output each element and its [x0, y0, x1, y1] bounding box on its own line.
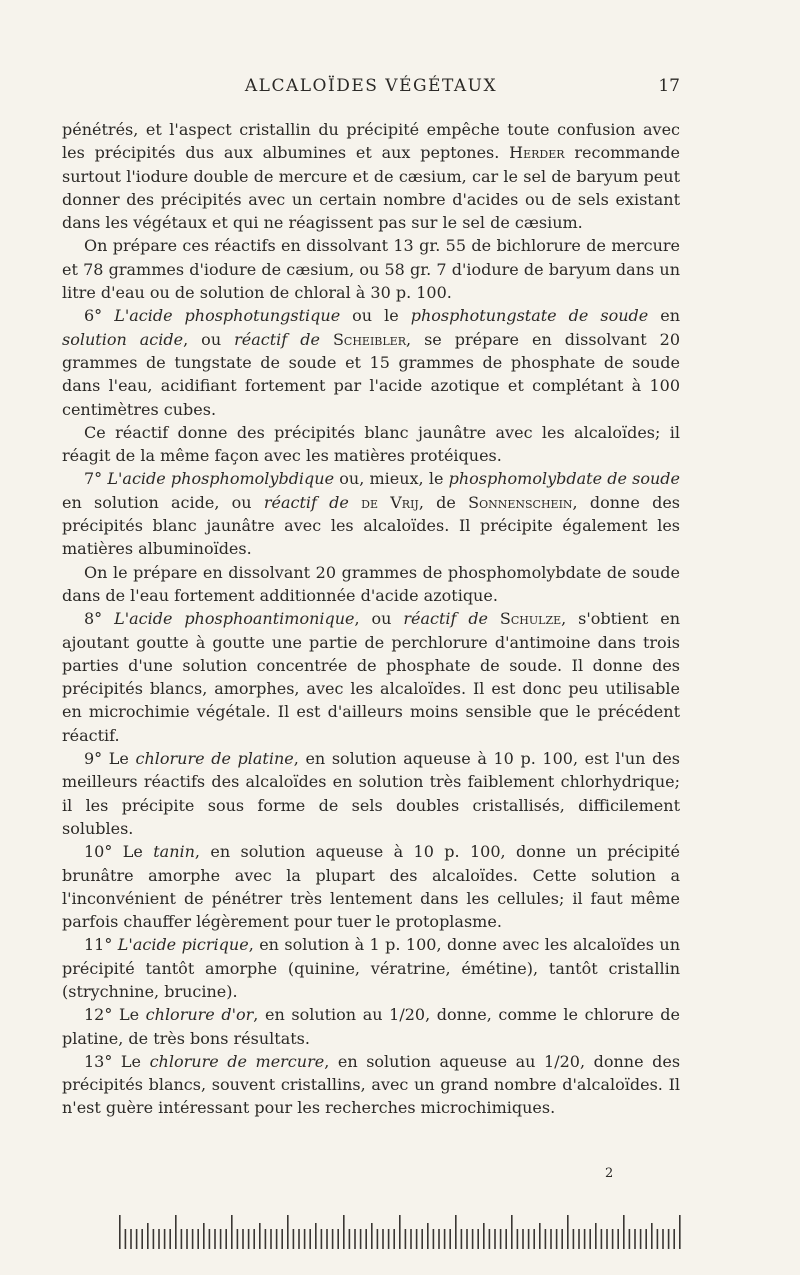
ruler-tick — [522, 1229, 524, 1249]
text-run: On prépare ces réactifs en dissolvant 13 gr. 55 de bichlorure de mercure et 78 grammes d'iodure de cæsium, ou 58 gr. 7 d'iodure de baryum dans un litre d'eau ou de solution de chloral à 30 p. 100. — [62, 236, 680, 303]
ruler-tick — [438, 1229, 440, 1249]
text-run: , en solution aqueuse au 1/20, donne des précipités blancs, souvent cristallins, avec un grand nombre d'alcaloïdes. Il n'est guère intéressant pour les recherches microchimiques. — [62, 1051, 681, 1118]
ruler-tick — [153, 1229, 155, 1249]
text-run: , en solution aqueuse à 10 p. 100, est l'un des meilleurs réactifs des alcaloïdes en solution très faiblement chlorhydrique; il les précipite sous forme de sels doubles cristallisés, difficilement solubles. — [62, 749, 681, 838]
ruler-tick — [617, 1229, 619, 1249]
ruler-tick — [181, 1229, 183, 1249]
italic-term: phosphotungstate de soude — [410, 306, 649, 326]
ruler-tick — [197, 1229, 199, 1249]
ruler-tick — [477, 1229, 479, 1249]
text-run: 6° — [84, 306, 115, 326]
ruler-tick — [539, 1223, 541, 1249]
text-run: 13° Le — [84, 1051, 150, 1071]
ruler-tick — [203, 1223, 205, 1249]
text-run: 12° Le — [84, 1005, 146, 1025]
ruler-tick — [494, 1229, 496, 1249]
paragraph — [62, 1003, 680, 1050]
ruler-tick — [225, 1229, 227, 1249]
ruler-tick — [209, 1229, 211, 1249]
ruler-tick — [427, 1223, 429, 1249]
text-run: pénétrés, et l'aspect cristallin du précipité empêche toute confusion avec les précipités dus aux albumines et aux peptones. — [62, 120, 680, 163]
ruler-tick — [337, 1229, 339, 1249]
italic-term: solution acide — [62, 329, 184, 349]
paragraph — [62, 304, 680, 420]
ruler-tick — [500, 1229, 502, 1249]
ruler-tick — [192, 1229, 194, 1249]
ruler-tick — [657, 1229, 659, 1249]
ruler-tick — [393, 1229, 395, 1249]
ruler-tick — [528, 1229, 530, 1249]
ruler-tick — [265, 1229, 267, 1249]
ruler-tick — [326, 1229, 328, 1249]
ruler-tick — [483, 1223, 485, 1249]
ruler-tick — [444, 1229, 446, 1249]
italic-term: phosphomolybdate de soude — [448, 469, 680, 489]
ruler-tick — [645, 1229, 647, 1249]
ruler-tick — [349, 1229, 351, 1249]
ruler-tick — [147, 1223, 149, 1249]
text-run: 7° — [84, 469, 108, 489]
ruler-tick — [461, 1229, 463, 1249]
author-name: Sonnenschein — [468, 492, 573, 512]
italic-term: chlorure de platine — [135, 749, 294, 769]
ruler-tick — [623, 1215, 625, 1249]
ruler-tick — [130, 1229, 132, 1249]
ruler-tick — [455, 1215, 457, 1249]
text-run: en — [648, 306, 681, 326]
paragraph — [62, 561, 680, 608]
body-text — [62, 118, 680, 1120]
text-run: , en solution à 1 p. 100, donne avec les alcaloïdes un précipité tantôt amorphe (quinine, vératrine, émétine), tantôt cristallin (strychnine, brucine). — [62, 935, 680, 1001]
text-run: 10° Le — [84, 842, 154, 862]
ruler-tick — [573, 1229, 575, 1249]
ruler-tick — [433, 1229, 435, 1249]
ruler-tick — [399, 1215, 401, 1249]
author-name: Schulze — [499, 609, 562, 629]
ruler-tick — [253, 1229, 255, 1249]
text-run: 8° — [84, 609, 115, 629]
ruler-tick — [651, 1223, 653, 1249]
ruler-tick — [416, 1229, 418, 1249]
ruler-tick — [668, 1229, 670, 1249]
paragraph — [62, 607, 680, 747]
italic-term: chlorure de mercure — [149, 1051, 325, 1071]
scan-ruler — [117, 1215, 683, 1249]
ruler-tick — [242, 1229, 244, 1249]
text-run: , en solution aqueuse à 10 p. 100, donne un précipité brunâtre amorphe avec la plupart des alcaloïdes. Cette solution a l'inconvénient de pénétrer très lentement dans les cellules; il faut même parfois chauffer légèrement pour tuer le protoplasme. — [62, 842, 680, 932]
ruler-tick — [679, 1215, 681, 1249]
ruler-tick — [214, 1229, 216, 1249]
ruler-tick — [629, 1229, 631, 1249]
ruler-tick — [634, 1229, 636, 1249]
ruler-tick — [270, 1229, 272, 1249]
italic-term: réactif de — [403, 609, 489, 629]
author-name: de Vrij — [361, 492, 419, 512]
ruler-tick — [595, 1223, 597, 1249]
author-name: Herder — [509, 143, 565, 163]
italic-term: réactif de — [234, 329, 320, 349]
ruler-tick — [662, 1229, 664, 1249]
text-run: , en solution au 1/20, donne, comme le chlorure de platine, de très bons résultats. — [62, 1005, 681, 1048]
signature-mark: 2 — [605, 1166, 614, 1181]
ruler-tick — [505, 1229, 507, 1249]
page-number: 17 — [658, 76, 680, 96]
italic-term: L'acide picrique — [117, 935, 249, 955]
italic-term: chlorure d'or — [145, 1005, 254, 1025]
ruler-tick — [164, 1229, 166, 1249]
italic-term: L'acide phosphomolybdique — [107, 469, 335, 489]
paragraph — [62, 933, 680, 1003]
ruler-tick — [281, 1229, 283, 1249]
text-run: ou le — [340, 306, 411, 326]
ruler-tick — [321, 1229, 323, 1249]
ruler-tick — [382, 1229, 384, 1249]
text-run: 9° Le — [84, 749, 136, 769]
ruler-tick — [141, 1229, 143, 1249]
running-header — [62, 76, 680, 102]
ruler-tick — [556, 1229, 558, 1249]
text-run: Ce réactif donne des précipités blanc jaunâtre avec les alcaloïdes; il réagit de la même façon avec les matières protéiques. — [62, 422, 680, 466]
text-run: en solution acide, ou — [62, 492, 264, 512]
italic-term: L'acide phosphotungstique — [114, 306, 341, 326]
ruler-tick — [449, 1229, 451, 1249]
text-run: ou, mieux, le — [334, 469, 449, 489]
ruler-tick — [472, 1229, 474, 1249]
ruler-tick — [360, 1229, 362, 1249]
italic-term: tanin — [153, 842, 195, 862]
text-run: , de — [418, 492, 469, 512]
ruler-tick — [354, 1229, 356, 1249]
ruler-tick — [388, 1229, 390, 1249]
italic-term: réactif de — [263, 492, 349, 512]
ruler-tick — [584, 1229, 586, 1249]
text-run — [320, 330, 333, 349]
ruler-tick — [248, 1229, 250, 1249]
paragraph — [62, 840, 680, 933]
ruler-tick — [287, 1215, 289, 1249]
ruler-tick — [119, 1215, 121, 1249]
ruler-tick — [343, 1215, 345, 1249]
ruler-tick — [220, 1229, 222, 1249]
text-run: , se prépare en dissolvant 20 grammes de tungstate de soude et 15 grammes de phosphate de soude dans l'eau, acidifiant fortement par l'acide azotique et complétant à 100 centimètres cubes. — [62, 329, 681, 419]
ruler-tick — [421, 1229, 423, 1249]
text-run: On le prépare en dissolvant 20 grammes de phosphomolybdate de soude dans de l'eau fortement additionnée d'acide azotique. — [62, 562, 680, 605]
ruler-tick — [136, 1229, 138, 1249]
ruler-tick — [293, 1229, 295, 1249]
text-run: recommande surtout l'iodure double de mercure et de cæsium, car le sel de baryum peut donner des précipités avec un certain nombre d'acides ou de sels existant dans les végétaux et qui ne réagissent pas sur le sel de cæsium. — [62, 143, 681, 233]
ruler-tick — [365, 1229, 367, 1249]
ruler-tick — [371, 1223, 373, 1249]
ruler-tick — [533, 1229, 535, 1249]
ruler-tick — [489, 1229, 491, 1249]
ruler-tick — [567, 1215, 569, 1249]
ruler-tick — [578, 1229, 580, 1249]
text-run: , ou — [354, 609, 404, 629]
ruler-tick — [231, 1215, 233, 1249]
italic-term: L'acide phosphoantimonique — [114, 609, 355, 629]
paragraph — [62, 118, 680, 234]
paragraph — [62, 234, 680, 304]
paragraph — [62, 421, 680, 468]
ruler-tick — [601, 1229, 603, 1249]
ruler-tick — [612, 1229, 614, 1249]
ruler-tick — [186, 1229, 188, 1249]
ruler-tick — [561, 1229, 563, 1249]
ruler-tick — [315, 1223, 317, 1249]
ruler-tick — [309, 1229, 311, 1249]
text-run — [488, 609, 500, 628]
ruler-tick — [158, 1229, 160, 1249]
ruler-tick — [405, 1229, 407, 1249]
paragraph — [62, 1050, 680, 1120]
ruler-tick — [673, 1229, 675, 1249]
paragraph — [62, 467, 680, 560]
ruler-tick — [466, 1229, 468, 1249]
ruler-tick — [517, 1229, 519, 1249]
text-run: , ou — [183, 329, 235, 349]
text-run: , s'obtient en ajoutant goutte à goutte une partie de perchlorure d'antimoine dans trois parties d'une solution concentrée de phosphate de soude. Il donne des précipités blancs, amorphes, avec les alcaloïdes. Il est donc peu utilisable en microchimie végétale. Il est d'ailleurs moins sensible que le précédent réactif. — [62, 609, 681, 745]
text-run — [349, 493, 361, 512]
text-run: 11° — [84, 935, 118, 955]
ruler-tick — [259, 1223, 261, 1249]
ruler-tick — [410, 1229, 412, 1249]
ruler-tick — [332, 1229, 334, 1249]
ruler-tick — [304, 1229, 306, 1249]
ruler-tick — [511, 1215, 513, 1249]
text-run: , donne des précipités blanc jaunâtre avec les alcaloïdes. Il précipite également les matières albuminoïdes. — [62, 492, 680, 559]
ruler-tick — [125, 1229, 127, 1249]
ruler-tick — [298, 1229, 300, 1249]
ruler-tick — [175, 1215, 177, 1249]
ruler-tick — [550, 1229, 552, 1249]
paragraph — [62, 747, 680, 840]
ruler-tick — [606, 1229, 608, 1249]
ruler-tick — [640, 1229, 642, 1249]
ruler-tick — [589, 1229, 591, 1249]
ruler-tick — [545, 1229, 547, 1249]
ruler-tick — [276, 1229, 278, 1249]
running-title: ALCALOÏDES VÉGÉTAUX — [244, 76, 498, 96]
ruler-tick — [377, 1229, 379, 1249]
author-name: Scheibler — [332, 329, 406, 349]
ruler-tick — [169, 1229, 171, 1249]
ruler-tick — [237, 1229, 239, 1249]
